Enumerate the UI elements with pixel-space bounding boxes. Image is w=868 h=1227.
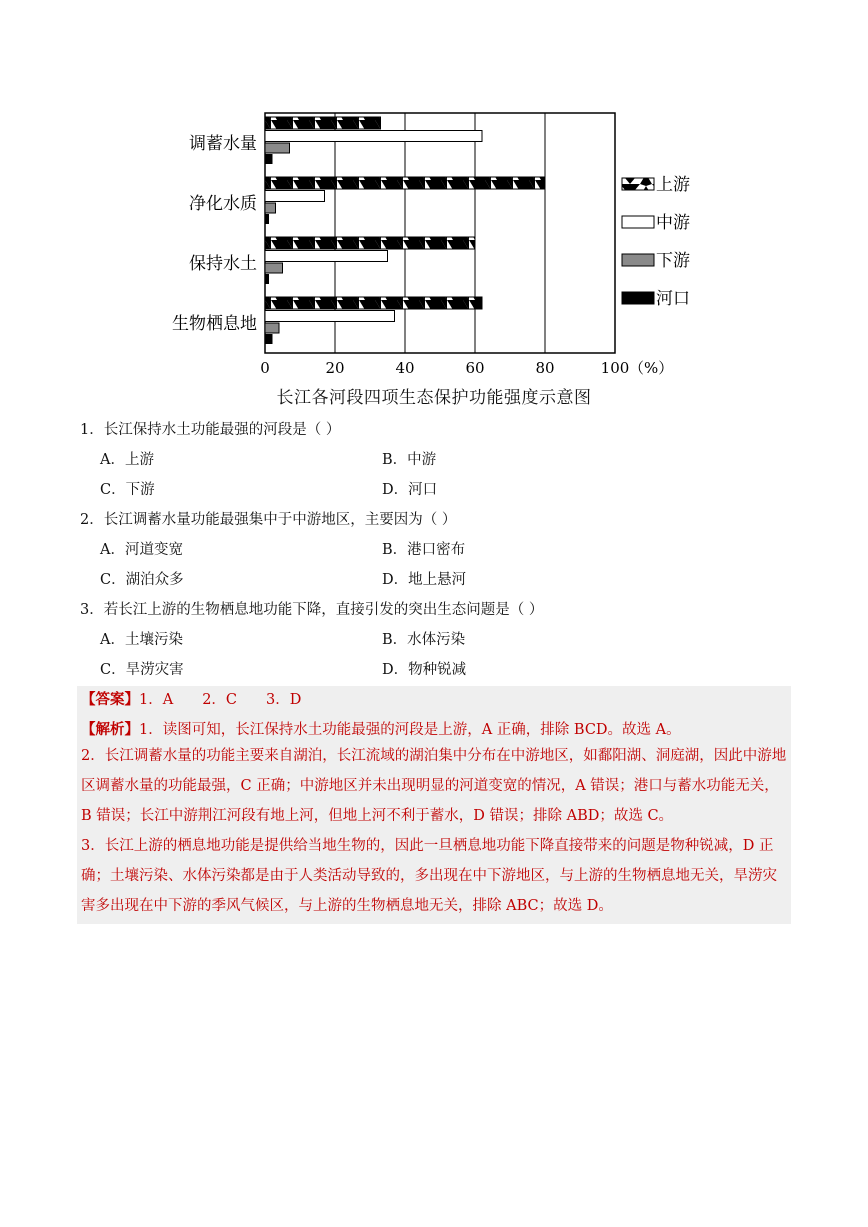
option-a: A．土壤污染 xyxy=(100,632,183,648)
bar-河口 xyxy=(265,275,269,284)
legend-swatch-上游 xyxy=(622,178,654,190)
bar-上游 xyxy=(265,237,475,249)
legend-label: 中游 xyxy=(656,213,690,233)
category-label: 调蓄水量 xyxy=(189,134,257,154)
chart-title: 长江各河段四项生态保护功能强度示意图 xyxy=(276,388,592,408)
bar-河口 xyxy=(265,335,272,344)
analysis-label: 【解析】 xyxy=(81,721,139,738)
bar-中游 xyxy=(265,191,325,202)
option-a: A．上游 xyxy=(100,452,154,468)
bar-河口 xyxy=(265,215,269,224)
bar-中游 xyxy=(265,251,388,262)
x-tick-label: 0 xyxy=(260,359,270,377)
analysis-p2: 2．长江调蓄水量的功能主要来自湖泊，长江流域的湖泊集中分布在中游地区，如鄱阳湖、洞庭湖，因此中游地区调蓄水量的功能最强，C 正确；中游地区并未出现明显的河道变宽的情况，A 错误；港口与蓄水功能无关，B 错误；长江中游荆江河段有地上河，但地上河不利于蓄水，D 错误；排除 ABD；故选 C。 xyxy=(81,748,787,824)
option-a: A．河道变宽 xyxy=(100,542,183,558)
answer-box xyxy=(77,686,791,924)
category-label: 生物栖息地 xyxy=(172,314,257,334)
analysis-line-1 xyxy=(81,718,681,739)
question-stem: 2．长江调蓄水量功能最强集中于中游地区，主要因为（ ） xyxy=(80,512,457,528)
legend-label: 河口 xyxy=(656,289,690,309)
option-b: B．中游 xyxy=(382,452,437,468)
question-stem: 1．长江保持水土功能最强的河段是（ ） xyxy=(80,422,341,438)
category-label: 净化水质 xyxy=(189,194,257,214)
bar-上游 xyxy=(265,177,545,189)
x-tick-label: 80 xyxy=(535,359,555,377)
x-tick-label: 40 xyxy=(395,359,415,377)
bar-上游 xyxy=(265,297,482,309)
x-tick-label: 60 xyxy=(465,359,485,377)
answer-label: 【答案】 xyxy=(81,691,139,708)
analysis-p1: 1．读图可知，长江保持水土功能最强的河段是上游，A 正确，排除 BCD。故选 A。 xyxy=(139,722,681,738)
x-tick-label: 100 xyxy=(600,359,630,377)
option-d: D．地上悬河 xyxy=(382,572,467,588)
option-b: B．水体污染 xyxy=(382,632,466,648)
bar-下游 xyxy=(265,323,279,333)
answer-text: 1．A 2．C 3．D xyxy=(139,692,302,708)
analysis-p3: 3．长江上游的栖息地功能是提供给当地生物的，因此一旦栖息地功能下降直接带来的问题是物种锐减，D 正确；土壤污染、水体污染都是由于人类活动导致的，多出现在中下游地区，与上游的生物栖息地无关，旱涝灾害多出现在中下游的季风气候区，与上游的生物栖息地无关，排除 ABC；故选 D。 xyxy=(81,838,777,914)
question-stem: 3．若长江上游的生物栖息地功能下降，直接引发的突出生态问题是（ ） xyxy=(80,602,544,618)
answer-line xyxy=(81,688,301,709)
bar-河口 xyxy=(265,155,272,164)
legend-swatch-下游 xyxy=(622,254,654,266)
option-c: C．下游 xyxy=(100,482,155,498)
option-d: D．物种锐减 xyxy=(382,662,467,678)
bar-下游 xyxy=(265,203,276,213)
legend-swatch-河口 xyxy=(622,292,654,304)
function-strength-chart xyxy=(150,100,710,380)
legend-label: 上游 xyxy=(656,175,690,195)
bar-chart-svg xyxy=(150,100,710,380)
legend-label: 下游 xyxy=(656,251,690,271)
bar-中游 xyxy=(265,131,482,142)
option-b: B．港口密布 xyxy=(382,542,466,558)
category-label: 保持水土 xyxy=(189,254,257,274)
x-tick-label: 20 xyxy=(325,359,345,377)
x-unit-label: （%） xyxy=(629,359,674,377)
bar-下游 xyxy=(265,263,283,273)
bar-下游 xyxy=(265,143,290,153)
legend-swatch-中游 xyxy=(622,216,654,228)
option-d: D．河口 xyxy=(382,482,438,498)
option-c: C．旱涝灾害 xyxy=(100,662,184,678)
bar-中游 xyxy=(265,311,395,322)
option-c: C．湖泊众多 xyxy=(100,572,184,588)
bar-上游 xyxy=(265,117,381,129)
